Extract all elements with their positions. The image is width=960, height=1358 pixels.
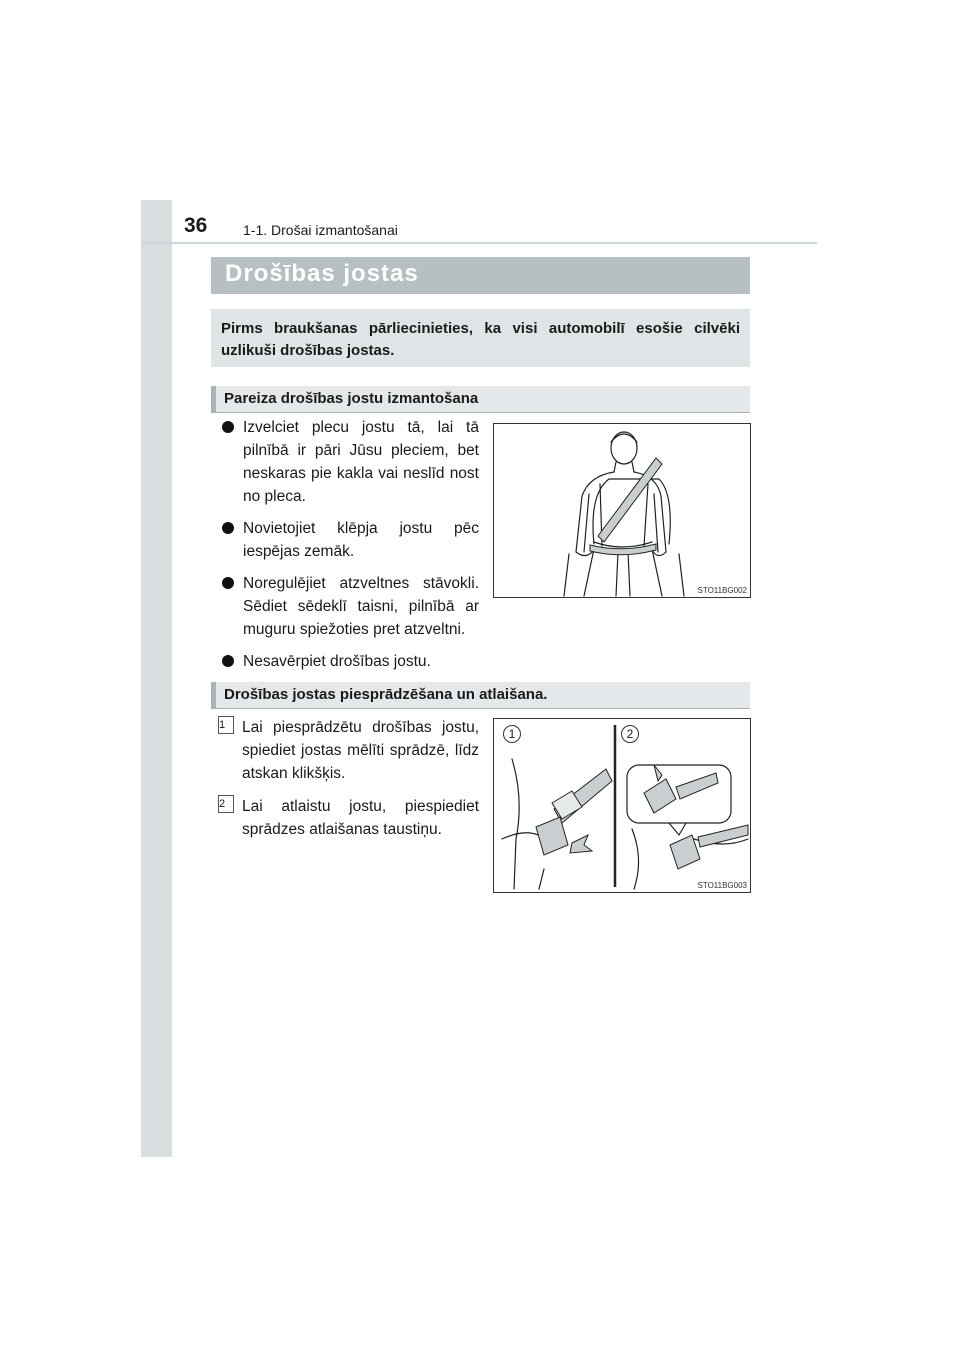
fastening-heading: Drošības jostas piesprādzēšana un atlaišana. <box>224 686 548 703</box>
buckle-fasten-release-drawing <box>494 719 750 892</box>
usage-bullet <box>222 572 479 641</box>
step-item <box>218 716 479 785</box>
usage-bullet <box>222 416 479 508</box>
chapter-sidebar-tab <box>141 200 172 1157</box>
usage-bullet-text: Nesavērpiet drošības jostu. <box>243 653 431 670</box>
chapter-title: 1-1. Drošai izmantošanai <box>243 222 398 238</box>
bullet-icon <box>222 522 234 534</box>
figure-code: STO11BG002 <box>697 586 747 595</box>
usage-bullet-text: Noregulējiet atzveltnes stāvokli. Sēdiet sēdeklī taisni, pilnībā ar muguru spiežoties pret atzveltni. <box>243 575 479 638</box>
usage-bullet <box>222 650 479 673</box>
fastening-steps <box>218 716 479 851</box>
step-text: Lai piesprādzētu drošības jostu, spiediet jostas mēlīti sprādzē, līdz atskan klikšķis. <box>242 719 479 782</box>
usage-bullet-list <box>222 416 479 682</box>
seatbelt-wearing-drawing <box>494 424 750 597</box>
step-number-icon: 2 <box>218 795 234 813</box>
page-number: 36 <box>184 214 208 237</box>
step-item <box>218 795 479 841</box>
bullet-icon <box>222 577 234 589</box>
usage-bullet-text: Novietojiet klēpja jostu pēc iespējas zemāk. <box>243 520 479 560</box>
usage-heading-bar <box>211 386 750 413</box>
section-title: Drošības jostas <box>225 260 419 287</box>
intro-text: Pirms braukšanas pārliecinieties, ka visi automobilī esošie cilvēki uzlikuši drošības jostas. <box>221 320 740 359</box>
intro-box <box>211 309 750 367</box>
step-number-icon: 1 <box>218 716 234 734</box>
buckle-illustration <box>493 718 751 893</box>
header-divider <box>141 242 817 244</box>
section-title-bar <box>211 257 750 294</box>
step-text: Lai atlaistu jostu, piespiediet sprādzes atlaišanas taustiņu. <box>242 798 479 838</box>
bullet-icon <box>222 421 234 433</box>
usage-bullet-text: Izvelciet plecu jostu tā, lai tā pilnībā ir pāri Jūsu pleciem, bet neskaras pie kakla vai neslīd nost no pleca. <box>243 419 479 505</box>
figure-label-2: 2 <box>621 725 639 743</box>
fastening-heading-bar <box>211 682 750 709</box>
figure-code: STO11BG003 <box>697 881 747 890</box>
seated-person-illustration <box>493 423 751 598</box>
usage-bullet <box>222 517 479 563</box>
usage-heading: Pareiza drošības jostu izmantošana <box>224 390 479 407</box>
bullet-icon <box>222 655 234 667</box>
figure-label-1: 1 <box>503 725 521 743</box>
